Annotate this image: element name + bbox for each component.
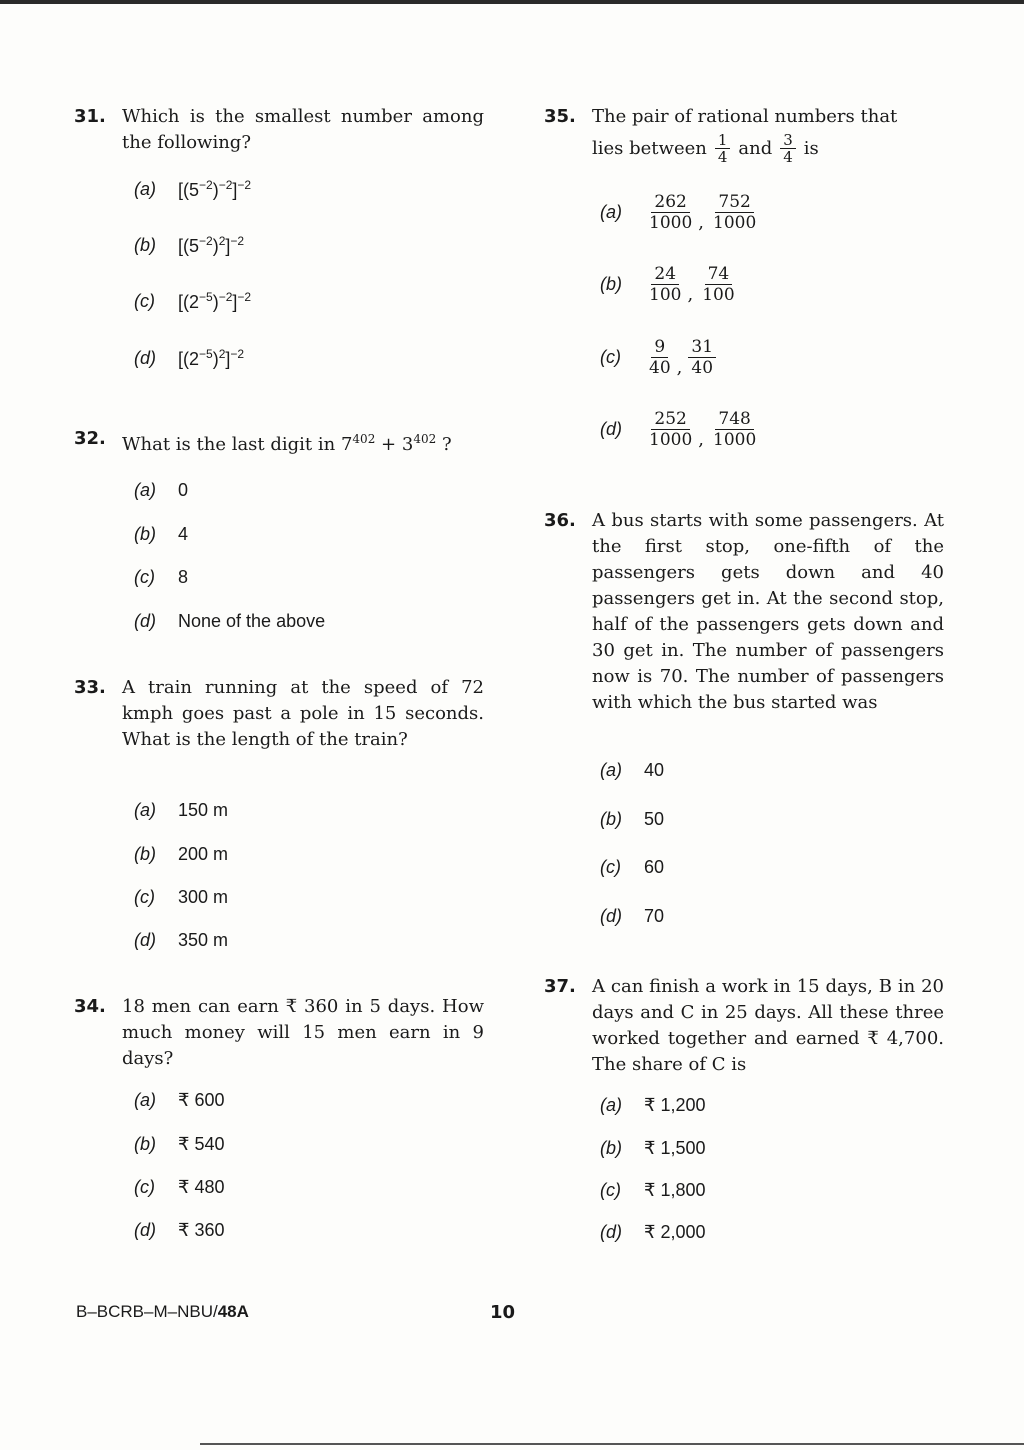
option-34c[interactable]: (c) ₹ 480 bbox=[134, 1177, 225, 1197]
option-value: $[(5^{-2})^2]^{-2}$ bbox=[178, 234, 245, 256]
question-number: 36. bbox=[544, 510, 576, 531]
option-32b[interactable]: (b) 4 bbox=[134, 524, 189, 544]
option-32a[interactable]: (a) 0 bbox=[134, 480, 189, 500]
page-number: 10 bbox=[490, 1302, 516, 1323]
fraction-pair: $\frac{262}{1000}$ , $\frac{752}{1000}$ bbox=[649, 192, 757, 233]
option-37a[interactable]: (a) ₹ 1,200 bbox=[600, 1095, 706, 1115]
question-35 bbox=[544, 104, 944, 165]
option-31d[interactable] bbox=[134, 347, 244, 370]
option-label: (a) bbox=[134, 179, 156, 199]
option-31b[interactable] bbox=[134, 234, 244, 257]
option-value: $[(2^{-5})^2]^{-2}$ bbox=[178, 347, 245, 369]
question-number: 32. bbox=[74, 428, 106, 449]
question-number: 35. bbox=[544, 106, 576, 127]
option-34b[interactable]: (b) ₹ 540 bbox=[134, 1134, 225, 1154]
question-number: 33. bbox=[74, 677, 106, 698]
option-33a[interactable]: (a) 150 m bbox=[134, 800, 229, 820]
fraction-pair: $\frac{24}{100}$ , $\frac{74}{100}$ bbox=[649, 264, 735, 305]
option-label: (b) bbox=[134, 235, 156, 255]
fraction-pair: $\frac{9}{40}$ , $\frac{31}{40}$ bbox=[644, 337, 718, 378]
option-36c[interactable]: (c) 60 bbox=[600, 857, 665, 877]
question-text: The pair of rational numbers that lies between $\frac{1}{4}$ and $\frac{3}{4}$ is bbox=[592, 106, 898, 166]
option-33b[interactable]: (b) 200 m bbox=[134, 844, 229, 864]
question-text: A can finish a work in 15 days, B in 20 days and C in 25 days. All these three worked together and earned ₹ 4,700. The share of C is bbox=[592, 976, 944, 1075]
option-value: $[(2^{-5})^{-2}]^{-2}$ bbox=[178, 290, 252, 312]
option-36a[interactable]: (a) 40 bbox=[600, 760, 665, 780]
bottom-border-line bbox=[200, 1443, 1024, 1445]
option-37d[interactable]: (d) ₹ 2,000 bbox=[600, 1222, 706, 1242]
option-33c[interactable]: (c) 300 m bbox=[134, 887, 229, 907]
top-border-line bbox=[0, 0, 1024, 4]
question-text: Which is the smallest number among the following? bbox=[122, 106, 484, 153]
question-number: 31. bbox=[74, 106, 106, 127]
option-31c[interactable] bbox=[134, 290, 251, 313]
option-37b[interactable]: (b) ₹ 1,500 bbox=[600, 1138, 706, 1158]
question-text: 18 men can earn ₹ 360 in 5 days. How much money will 15 men earn in 9 days? bbox=[122, 996, 484, 1069]
option-31a[interactable] bbox=[134, 178, 251, 201]
question-34 bbox=[74, 994, 484, 1072]
option-33d[interactable]: (d) 350 m bbox=[134, 930, 229, 950]
option-34d[interactable]: (d) ₹ 360 bbox=[134, 1220, 225, 1240]
option-35b[interactable]: (b) $\frac{24}{100}$ , $\frac{74}{100}$ bbox=[600, 264, 740, 305]
option-32d[interactable]: (d) None of the above bbox=[134, 611, 326, 631]
question-36 bbox=[544, 508, 944, 716]
option-35d[interactable]: (d) $\frac{252}{1000}$ , $\frac{748}{1000}$ bbox=[600, 409, 761, 450]
option-37c[interactable]: (c) ₹ 1,800 bbox=[600, 1180, 706, 1200]
option-35a[interactable]: (a) $\frac{262}{1000}$ , $\frac{752}{1000}$ bbox=[600, 192, 761, 233]
fraction-pair: $\frac{252}{1000}$ , $\frac{748}{1000}$ bbox=[649, 409, 757, 450]
option-32c[interactable]: (c) 8 bbox=[134, 567, 189, 587]
question-text: What is the last digit in $7^{402} + 3^{402}$ ? bbox=[122, 432, 452, 455]
question-31 bbox=[74, 104, 484, 156]
question-37 bbox=[544, 974, 944, 1078]
option-36d[interactable]: (d) 70 bbox=[600, 906, 665, 926]
question-text: A train running at the speed of 72 kmph goes past a pole in 15 seconds. What is the length of the train? bbox=[122, 677, 484, 750]
booklet-code: B–BCRB–M–NBU/48A bbox=[76, 1302, 249, 1321]
question-text: A bus starts with some passengers. At the first stop, one-fifth of the passengers gets down and 40 passengers get in. At the second stop, half of the passengers gets down and 30 get in. The number of passengers now is 70. The number of passengers with which the bus started was bbox=[592, 510, 944, 713]
option-34a[interactable]: (a) ₹ 600 bbox=[134, 1090, 225, 1110]
option-label: (d) bbox=[134, 348, 156, 368]
question-number: 37. bbox=[544, 976, 576, 997]
option-36b[interactable]: (b) 50 bbox=[600, 809, 665, 829]
question-33 bbox=[74, 675, 484, 753]
question-number: 34. bbox=[74, 996, 106, 1017]
option-value: $[(5^{-2})^{-2}]^{-2}$ bbox=[178, 178, 252, 200]
option-label: (c) bbox=[134, 291, 155, 311]
question-32 bbox=[74, 426, 484, 458]
option-35c[interactable]: (c) $\frac{9}{40}$ , $\frac{31}{40}$ bbox=[600, 337, 718, 378]
